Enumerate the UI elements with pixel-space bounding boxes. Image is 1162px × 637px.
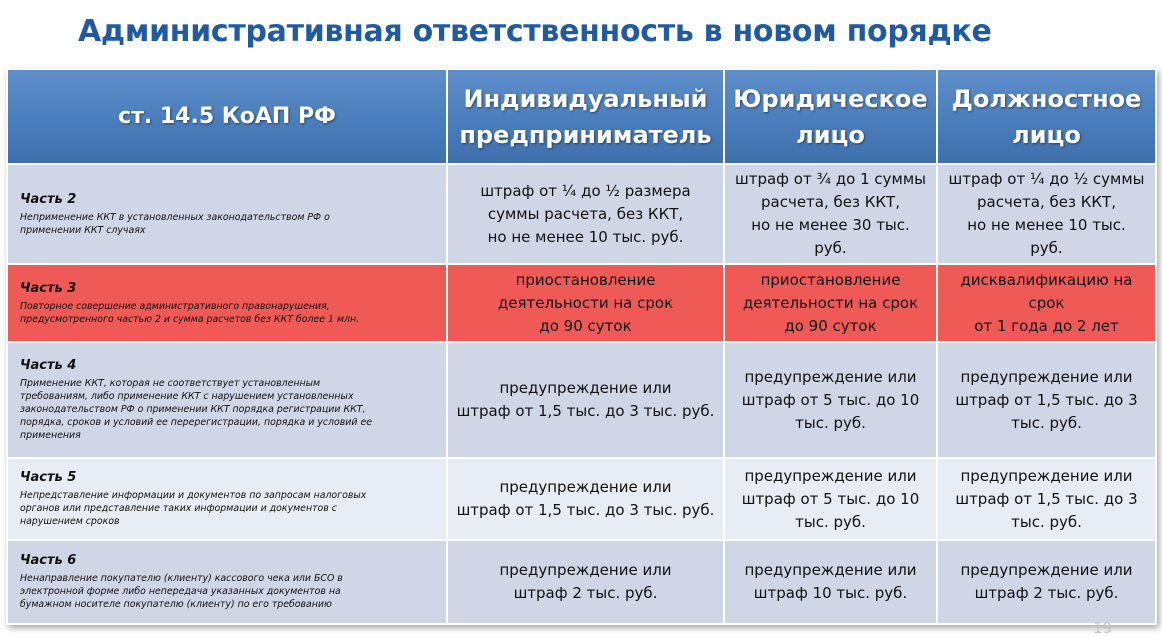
part-title: Часть 4 [20, 358, 77, 373]
part-title: Часть 6 [20, 553, 77, 568]
legal-entity-penalty-cell: предупреждение или штраф 10 тыс. руб. [724, 540, 937, 624]
part-text: Непредставление информации и документов по запросам налоговых органов или представление таких информации и документов с нарушением сроков [20, 490, 367, 527]
header-article: ст. 14.5 КоАП РФ [7, 69, 447, 164]
table-row [7, 164, 1156, 264]
part-title: Часть 2 [20, 191, 77, 207]
entrepreneur-penalty-cell: предупреждение или штраф 2 тыс. руб. [447, 540, 724, 624]
penalties-table [6, 68, 1157, 625]
entrepreneur-penalty-cell: предупреждение или штраф от 1,5 тыс. до 3 тыс. руб. [447, 458, 724, 540]
part-description-cell [7, 264, 447, 342]
table-header-row [7, 69, 1156, 164]
header-legal-entity: Юридическое лицо [724, 69, 937, 164]
table-row [7, 540, 1156, 624]
page-number: 19 [1093, 619, 1113, 637]
legal-entity-penalty-cell: приостановление деятельности на срок до 90 суток [724, 264, 937, 342]
table-body [7, 164, 1156, 624]
header-entrepreneur: Индивидуальный предприниматель [447, 69, 724, 164]
part-text: Неприменение ККТ в установленных законодательством РФ о применении ККТ случаях [20, 211, 330, 236]
official-penalty-cell: предупреждение или штраф от 1,5 тыс. до 3 тыс. руб. [937, 458, 1156, 540]
table-row [7, 458, 1156, 540]
table-row [7, 264, 1156, 342]
part-description-cell [7, 540, 447, 624]
legal-entity-penalty-cell: предупреждение или штраф от 5 тыс. до 10 тыс. руб. [724, 342, 937, 458]
legal-entity-penalty-cell: предупреждение или штраф от 5 тыс. до 10 тыс. руб. [724, 458, 937, 540]
part-title: Часть 5 [20, 470, 77, 485]
part-description-cell [7, 164, 447, 264]
part-text: Ненаправление покупателю (клиенту) кассового чека или БСО в электронной форме либо непередача указанных документов на бумажном носителе покупателю (клиенту) по его требованию [20, 573, 343, 610]
part-description-cell [7, 458, 447, 540]
entrepreneur-penalty-cell: приостановление деятельности на срок до 90 суток [447, 264, 724, 342]
official-penalty-cell: штраф от ¼ до ½ суммы расчета, без ККТ, но не менее 10 тыс. руб. [937, 164, 1156, 264]
official-penalty-cell: дисквалификацию на срок от 1 года до 2 лет [937, 264, 1156, 342]
part-text: Повторное совершение административного правонарушения, предусмотренного частью 2 и сумма расчетов без ККТ более 1 млн. [20, 300, 360, 325]
entrepreneur-penalty-cell: штраф от ¼ до ½ размера суммы расчета, без ККТ, но не менее 10 тыс. руб. [447, 164, 724, 264]
header-official: Должностное лицо [937, 69, 1156, 164]
official-penalty-cell: предупреждение или штраф от 1,5 тыс. до 3 тыс. руб. [937, 342, 1156, 458]
legal-entity-penalty-cell: штраф от ¾ до 1 суммы расчета, без ККТ, но не менее 30 тыс. руб. [724, 164, 937, 264]
entrepreneur-penalty-cell: предупреждение или штраф от 1,5 тыс. до 3 тыс. руб. [447, 342, 724, 458]
table-row [7, 342, 1156, 458]
part-title: Часть 3 [20, 280, 77, 296]
slide-title: Административная ответственность в новом порядке [78, 14, 992, 49]
part-description-cell [7, 342, 447, 458]
official-penalty-cell: предупреждение или штраф 2 тыс. руб. [937, 540, 1156, 624]
part-text: Применение ККТ, которая не соответствует установленным требованиям, либо применение ККТ с нарушением установленных законодательством РФ о применении ККТ порядка регистрации ККТ, порядка, сроков и условий ее перерегистрации, порядка и условий ее применения [20, 378, 373, 441]
